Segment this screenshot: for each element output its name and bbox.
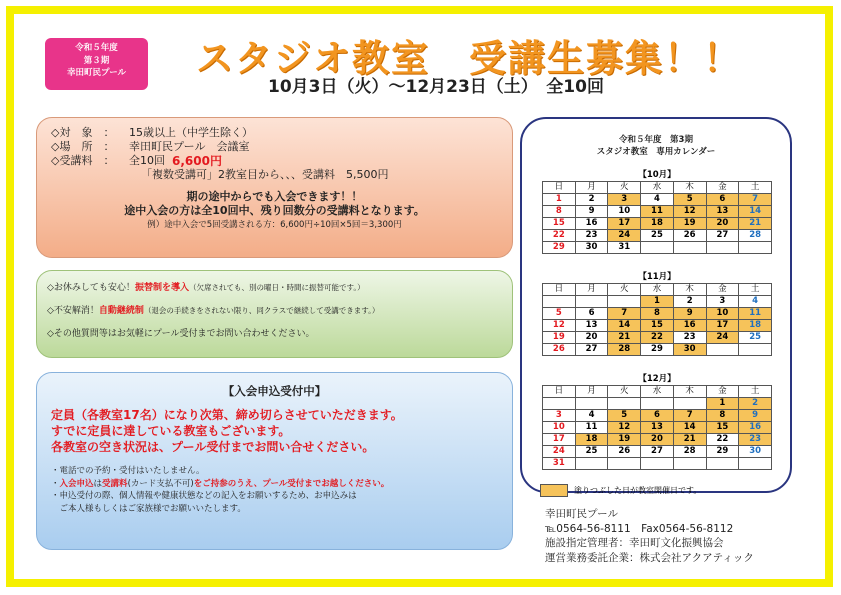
note-transfer-highlight: 振替制を導入 (134, 283, 189, 293)
month-label: 【10月】 (638, 170, 676, 180)
day-cell: 4 (641, 194, 674, 206)
month-grid (542, 181, 772, 254)
day-cell: 3 (706, 296, 739, 308)
calendar-header (522, 134, 790, 158)
class-day-cell: 20 (706, 218, 739, 230)
week-row (543, 206, 772, 218)
weekday-header: 日 (543, 182, 576, 194)
class-day-cell: 1 (706, 398, 739, 410)
day-cell: 9 (575, 206, 608, 218)
weekday-header: 日 (543, 386, 576, 398)
rule-applicant: ご本人様もしくはご家族様でお願いいたします。 (51, 503, 246, 514)
class-day-cell: 24 (608, 230, 641, 242)
day-cell: 29 (543, 242, 576, 254)
class-day-cell: 6 (706, 194, 739, 206)
day-cell (706, 344, 739, 356)
class-day-cell: 19 (673, 218, 706, 230)
place-row (51, 140, 498, 154)
day-cell (739, 344, 772, 356)
join-note-2: 途中入会の方は全10回中、残り回数分の受講料となります。 (124, 204, 425, 217)
month-calendar (542, 373, 772, 470)
day-cell: 27 (641, 446, 674, 458)
class-day-cell: 14 (673, 422, 706, 434)
day-cell: 6 (575, 308, 608, 320)
place-value: 幸田町民プール 会議室 (129, 140, 250, 153)
rule-particle: は (93, 478, 103, 489)
day-cell: 23 (575, 230, 608, 242)
class-day-cell: 14 (608, 320, 641, 332)
class-day-cell: 19 (608, 434, 641, 446)
rule-personal-info: ・申込受付の際、個人情報や健康状態などの記入をお願いするため、お申込みは (51, 491, 357, 501)
month-grid (542, 385, 772, 470)
day-cell: 4 (575, 410, 608, 422)
day-cell: 17 (543, 434, 576, 446)
weekday-header: 土 (739, 284, 772, 296)
class-day-cell: 11 (641, 206, 674, 218)
availability-note: 各教室の空き状況は、プール受付までお問い合せください。 (51, 440, 375, 454)
day-cell (641, 242, 674, 254)
day-cell: 26 (673, 230, 706, 242)
class-day-cell: 8 (706, 410, 739, 422)
class-day-cell: 18 (641, 218, 674, 230)
class-day-cell: 28 (608, 344, 641, 356)
badge-line-2: 第３期 (83, 55, 110, 66)
class-day-cell: 21 (739, 218, 772, 230)
page-title: スタジオ教室 受講生募集！！ (196, 37, 742, 80)
calendar-title-2: スタジオ教室 専用カレンダー (596, 147, 716, 157)
day-cell: 5 (543, 308, 576, 320)
week-row (543, 422, 772, 434)
week-row (543, 332, 772, 344)
day-cell: 4 (739, 296, 772, 308)
note-renew-highlight: 自動継続制 (98, 306, 144, 316)
day-cell: 25 (575, 446, 608, 458)
day-cell: 25 (739, 332, 772, 344)
day-cell: 28 (673, 446, 706, 458)
month-label: 【11月】 (638, 272, 676, 282)
term-badge (45, 38, 148, 90)
day-cell: 27 (575, 344, 608, 356)
week-row (543, 308, 772, 320)
weekday-header: 木 (673, 182, 706, 194)
day-cell: 29 (641, 344, 674, 356)
week-row (543, 344, 772, 356)
weekday-header: 木 (673, 386, 706, 398)
day-cell: 25 (641, 230, 674, 242)
class-day-cell: 2 (739, 398, 772, 410)
weekday-header: 金 (706, 284, 739, 296)
fee-label: ◇受講料 ： (51, 154, 115, 167)
week-row (543, 398, 772, 410)
weekday-header: 月 (575, 284, 608, 296)
badge-line-3: 幸田町民プール (66, 68, 127, 78)
weekday-header: 火 (608, 284, 641, 296)
week-row (543, 242, 772, 254)
full-note: すでに定員に達している教室もございます。 (51, 424, 291, 438)
rule-no-phone: ・電話での予約・受付はいたしません。 (51, 466, 205, 476)
day-cell: 15 (543, 218, 576, 230)
info-panel (36, 117, 513, 258)
class-day-cell: 12 (608, 422, 641, 434)
day-cell: 20 (575, 332, 608, 344)
class-day-cell: 30 (673, 344, 706, 356)
month-calendar (542, 169, 772, 254)
day-cell: 13 (575, 320, 608, 332)
week-row (543, 296, 772, 308)
note-transfer (47, 281, 502, 295)
day-cell: 10 (608, 206, 641, 218)
day-cell (739, 242, 772, 254)
day-cell (739, 458, 772, 470)
day-cell: 27 (706, 230, 739, 242)
class-day-cell: 5 (673, 194, 706, 206)
weekday-header: 月 (575, 182, 608, 194)
multi-note: 「複数受講可」2教室目から、、、受講料 5,500円 (141, 168, 389, 181)
day-cell (543, 398, 576, 410)
target-row (51, 126, 498, 140)
week-row (543, 320, 772, 332)
class-day-cell: 21 (608, 332, 641, 344)
weekday-header: 水 (641, 284, 674, 296)
rule-come-to-desk: プール受付までお越しください。 (262, 478, 390, 489)
class-day-cell: 17 (608, 218, 641, 230)
class-day-cell: 3 (608, 194, 641, 206)
day-cell: 12 (543, 320, 576, 332)
join-note-1: 期の途中からでも入会できます！！ (186, 190, 363, 203)
note-questions: ◇その他質問等はお気軽にプール受付までお問い合わせください。 (47, 329, 315, 339)
week-row (543, 194, 772, 206)
class-day-cell: 10 (706, 308, 739, 320)
week-row (543, 230, 772, 242)
week-row (543, 458, 772, 470)
class-day-cell: 7 (673, 410, 706, 422)
day-cell: 19 (543, 332, 576, 344)
day-cell: 30 (739, 446, 772, 458)
join-example: 例）途中入会で5回受講される方：6,600円÷10回×5回＝3,300円 (147, 220, 402, 230)
day-cell: 29 (706, 446, 739, 458)
application-panel (36, 372, 513, 550)
month-calendar (542, 271, 772, 356)
note-transfer-lead: ◇お休みしても安心！ (47, 283, 135, 293)
date-range: 10月3日（火）～12月23日（土） 全10回 (268, 77, 604, 97)
day-cell (575, 296, 608, 308)
contact-manager: 施設指定管理者：幸田町文化振興協会 (545, 537, 724, 549)
target-value: 15歳以上（中学生除く） (129, 126, 253, 139)
contact-operator: 運営業務委託企業：株式会社アクアティック (545, 551, 754, 564)
class-day-cell: 18 (739, 320, 772, 332)
day-cell (706, 458, 739, 470)
class-day-cell: 8 (641, 308, 674, 320)
day-cell: 30 (575, 242, 608, 254)
class-day-cell: 22 (641, 332, 674, 344)
day-cell: 22 (543, 230, 576, 242)
class-day-cell: 16 (739, 422, 772, 434)
notes-panel (36, 270, 513, 358)
day-cell: 26 (608, 446, 641, 458)
class-day-cell: 16 (673, 320, 706, 332)
calendar-panel (520, 117, 792, 493)
rule-bring-fee (51, 478, 498, 491)
class-day-cell: 24 (706, 332, 739, 344)
contact-facility: 幸田町民プール (545, 508, 618, 520)
class-day-cell: 9 (739, 410, 772, 422)
day-cell: 1 (543, 194, 576, 206)
class-day-cell: 7 (739, 194, 772, 206)
day-cell: 16 (575, 218, 608, 230)
day-cell: 10 (543, 422, 576, 434)
contact-phone-fax: ℡0564-56-8111 Fax0564-56-8112 (545, 522, 734, 535)
day-cell (641, 398, 674, 410)
weekday-header: 火 (608, 386, 641, 398)
day-cell (575, 398, 608, 410)
day-cell (575, 458, 608, 470)
rule-fee-word: 受講料 (102, 478, 128, 489)
day-cell: 31 (543, 458, 576, 470)
day-cell (673, 398, 706, 410)
week-row (543, 410, 772, 422)
class-day-cell: 13 (706, 206, 739, 218)
day-cell: 11 (575, 422, 608, 434)
day-cell (608, 296, 641, 308)
calendar-legend (540, 484, 701, 497)
weekday-header: 水 (641, 182, 674, 194)
class-day-cell: 12 (673, 206, 706, 218)
day-cell: 23 (673, 332, 706, 344)
class-day-cell: 13 (641, 422, 674, 434)
weekday-header: 日 (543, 284, 576, 296)
day-cell: 22 (706, 434, 739, 446)
rule-apply-word: 入会申込 (59, 478, 94, 489)
class-day-cell: 1 (641, 296, 674, 308)
class-day-cell: 7 (608, 308, 641, 320)
legend-swatch (540, 484, 568, 497)
note-renew-lead: ◇不安解消！ (47, 306, 99, 316)
application-heading: 【入会申込受付中】 (222, 384, 327, 398)
fee-amount: 6,600円 (172, 154, 222, 168)
week-row (543, 218, 772, 230)
contact-info (545, 507, 754, 565)
day-cell: 3 (543, 410, 576, 422)
fee-value: 全10回 (129, 154, 165, 167)
application-rules (51, 465, 498, 515)
day-cell (641, 458, 674, 470)
rule-bring: をご持参のうえ、 (193, 478, 263, 489)
capacity-note: 定員（各教室17名）になり次第、締め切らさせていただきます。 (51, 408, 403, 422)
class-day-cell: 20 (641, 434, 674, 446)
class-day-cell: 17 (706, 320, 739, 332)
weekday-header: 土 (739, 386, 772, 398)
class-day-cell: 18 (575, 434, 608, 446)
fee-row (51, 154, 498, 168)
day-cell: 2 (575, 194, 608, 206)
weekday-header: 金 (706, 386, 739, 398)
weekday-header: 火 (608, 182, 641, 194)
class-day-cell: 21 (673, 434, 706, 446)
day-cell (608, 398, 641, 410)
class-day-cell: 15 (641, 320, 674, 332)
month-grid (542, 283, 772, 356)
day-cell (543, 296, 576, 308)
day-cell: 8 (543, 206, 576, 218)
weekday-header: 水 (641, 386, 674, 398)
class-day-cell: 5 (608, 410, 641, 422)
rule-card-note: (カード支払不可) (127, 478, 194, 489)
note-auto-renew (47, 304, 502, 318)
place-label: ◇場 所 ： (51, 140, 115, 153)
day-cell (608, 458, 641, 470)
day-cell: 24 (543, 446, 576, 458)
class-day-cell: 15 (706, 422, 739, 434)
class-day-cell: 14 (739, 206, 772, 218)
day-cell (706, 242, 739, 254)
day-cell: 26 (543, 344, 576, 356)
weekday-header: 土 (739, 182, 772, 194)
weekday-header: 月 (575, 386, 608, 398)
weekday-header: 木 (673, 284, 706, 296)
class-day-cell: 11 (739, 308, 772, 320)
weekday-header: 金 (706, 182, 739, 194)
target-label: ◇対 象 ： (51, 126, 115, 139)
day-cell (673, 242, 706, 254)
week-row (543, 434, 772, 446)
legend-text: 塗りつぶした日が教室開催日です。 (574, 486, 702, 495)
day-cell: 28 (739, 230, 772, 242)
calendar-title-1: 令和５年度 第3期 (619, 135, 693, 145)
day-cell (673, 458, 706, 470)
badge-line-1: 令和５年度 (75, 43, 118, 53)
class-day-cell: 9 (673, 308, 706, 320)
rule-bullet: ・ (51, 478, 60, 489)
day-cell: 31 (608, 242, 641, 254)
class-day-cell: 23 (739, 434, 772, 446)
class-day-cell: 6 (641, 410, 674, 422)
day-cell: 2 (673, 296, 706, 308)
month-label: 【12月】 (638, 374, 676, 384)
note-transfer-detail: （欠席されても、別の曜日・時間に振替可能です。） (188, 283, 365, 292)
note-renew-detail: （退会の手続きをされない限り、同クラスで継続して受講できます。） (143, 306, 380, 315)
week-row (543, 446, 772, 458)
